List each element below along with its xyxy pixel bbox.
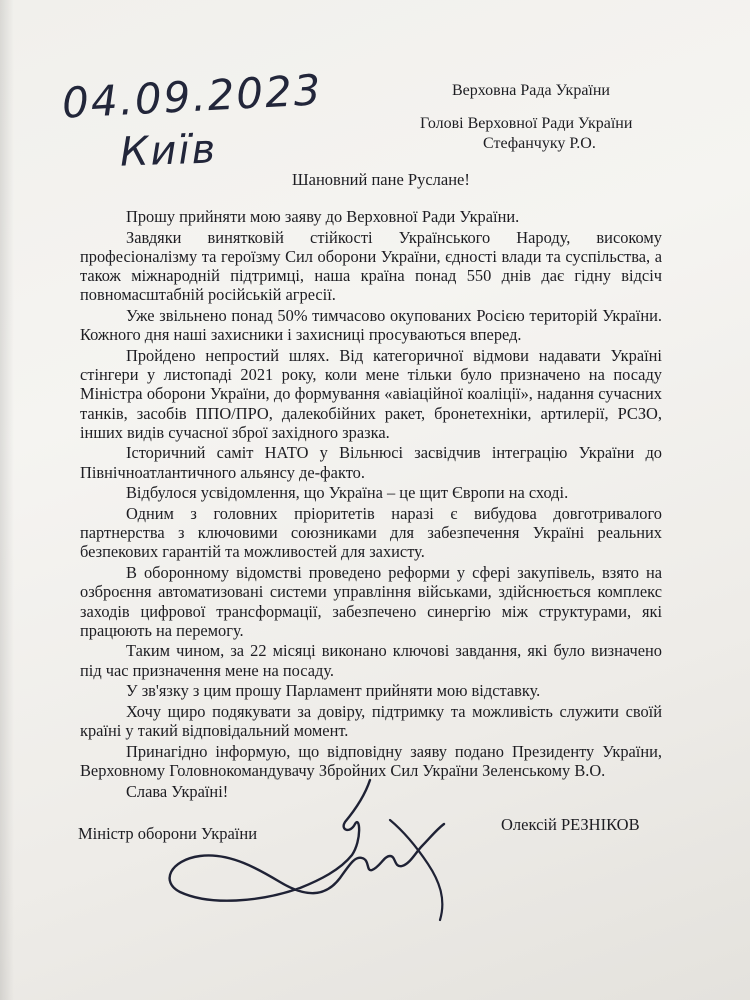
paragraph: Прошу прийняти мою заяву до Верховної Ради України. <box>126 207 520 226</box>
paragraph: Таким чином, за 22 місяці виконано ключові завдання, які було визначено під час призначення мене на посаду. <box>80 641 662 680</box>
signer-title: Міністр оборони України <box>78 824 258 843</box>
paragraph: Уже звільнено понад 50% тимчасово окупованих Росією територій України. Кожного дня наші захисники і захисниці просуваються вперед. <box>80 306 662 345</box>
paragraph: Відбулося усвідомлення, що Україна – це щит Європи на сході. <box>126 483 569 503</box>
paragraph: Хочу щиро подякувати за довіру, підтримку та можливість служити своїй країні у такий відповідальний момент. <box>80 702 662 741</box>
handwritten-date: 04.09.2023 <box>60 65 324 128</box>
paragraph: Пройдено непростий шлях. Від категоричної відмови надавати Україні стінгери у листопаді 2021 року, коли мене тільки було призначено на посаду Міністра оборони України, до формування «авіаційної коаліції», надання сучасних танків, засобів ППО/ПРО, далекобійних ракет, бронетехніки, артилерії, РСЗО, інших видів сучасної зброї західного зразка. <box>80 345 662 442</box>
letter-body <box>80 207 662 801</box>
paragraph: Історичний саміт НАТО у Вільнюсі засвідчив інтеграцію України до Північноатлантичного альянсу де-факто. <box>80 443 662 482</box>
recipient-name: Стефанчуку Р.О. <box>483 135 596 152</box>
recipient-position: Голові Верховної Ради України <box>420 115 633 132</box>
closing-line: Слава Україні! <box>126 781 229 801</box>
paragraph: Одним з головних пріоритетів наразі є вибудова довготривалого партнерства з ключовими союзниками для забезпечення Україні реальних безпекових гарантій та можливостей для захисту. <box>80 504 662 562</box>
paragraph: В оборонному відомстві проведено реформи у сфері закупівель, взято на озброєння автоматизовані системи управління військами, здійснюється комплекс заходів цифрової трансформації, забезпечено синергію між структурами, які працюють на перемогу. <box>80 563 662 640</box>
recipient-organization: Верховна Рада України <box>452 82 610 99</box>
salutation: Шановний пане Руслане! <box>292 170 470 189</box>
handwritten-signature-icon <box>140 760 560 930</box>
paragraph: Принагідно інформую, що відповідну заяву подано Президенту України, Верховному Головнокомандувачу Збройних Сил України Зеленському В.О. <box>80 741 662 781</box>
paragraph: У зв'язку з цим прошу Парламент прийняти мою відставку. <box>126 681 541 701</box>
page-edge-shadow <box>0 0 14 1000</box>
signer-name: Олексій РЕЗНІКОВ <box>501 815 640 834</box>
handwritten-city: Київ <box>119 126 218 176</box>
paragraph: Завдяки винятковій стійкості Українського Народу, високому професіоналізму та героїзму Сил оборони України, єдності влади та суспільства, а також міжнародній підтримці, наша країна понад 550 днів дає гідну відсіч повномасштабній російській агресії. <box>80 227 662 305</box>
